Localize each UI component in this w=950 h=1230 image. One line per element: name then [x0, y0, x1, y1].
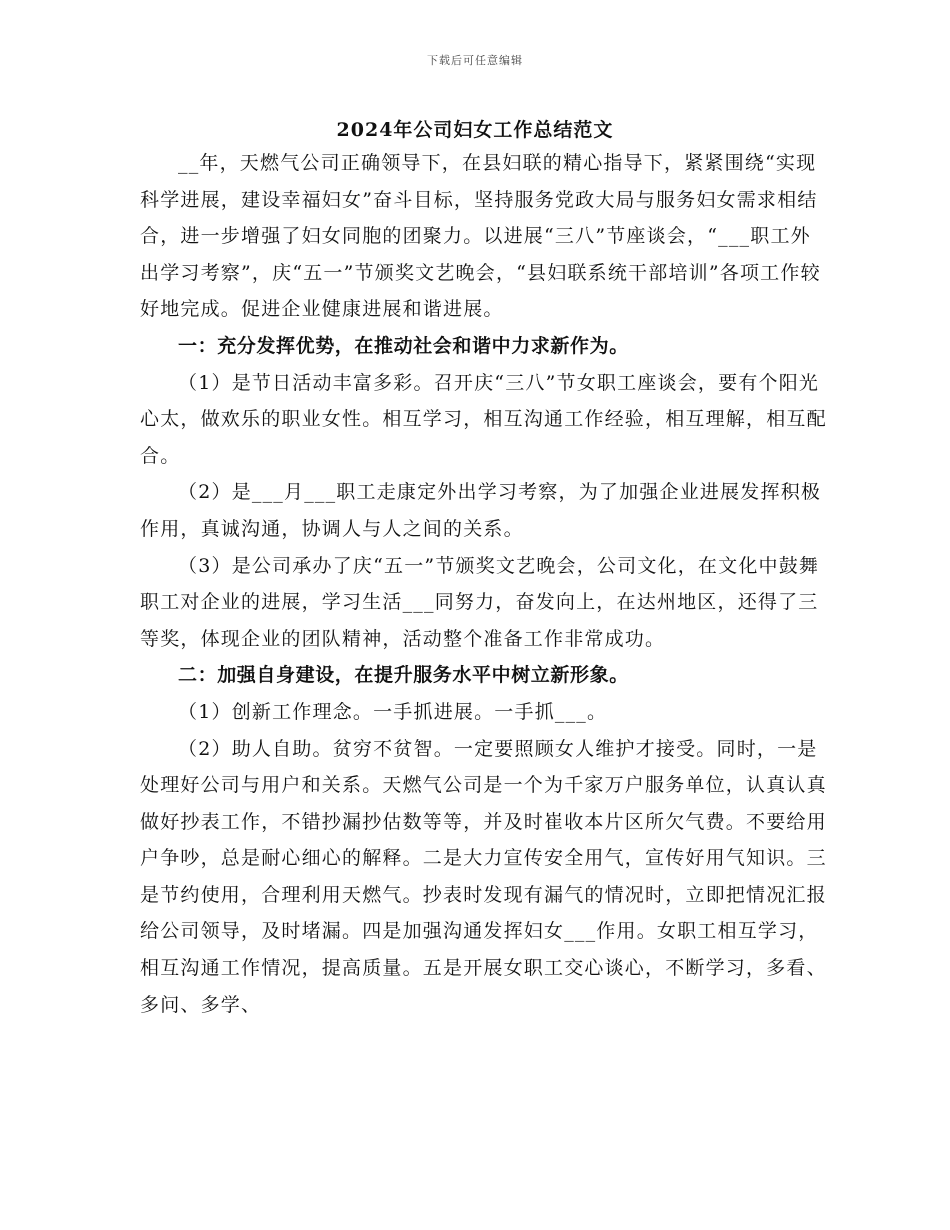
paragraph-1-2: （2）是___月___职工走康定外出学习考察，为了加强企业进展发挥积极作用，真诚沟通，协调人与人之间的关系。 [140, 481, 822, 540]
paragraph-2-1: （1）创新工作理念。一手抓进展。一手抓___。 [178, 700, 608, 723]
document-body [140, 145, 830, 1023]
page-header: 下载后可任意编辑 [427, 54, 523, 67]
section-heading-2: 二：加强自身建设，在提升服务水平中树立新形象。 [178, 664, 629, 687]
paragraph-1-3: （3）是公司承办了庆“五一”节颁奖文艺晚会，公司文化，在文化中鼓舞职工对企业的进展，学习生活___同努力，奋发向上，在达州地区，还得了三等奖，体现企业的团队精神，活动整个准备工作非常成功。 [140, 554, 820, 650]
section-heading-1: 一：充分发挥优势，在推动社会和谐中力求新作为。 [178, 334, 629, 357]
document-title: 2024年公司妇女工作总结范文 [336, 119, 614, 141]
intro-paragraph: __年，天燃气公司正确领导下，在县妇联的精心指导下，紧紧围绕“实现科学进展，建设幸福妇女”奋斗目标，坚持服务党政大局与服务妇女需求相结合，进一步增强了妇女同胞的团聚力。以进展“三八”节座谈会，“___职工外出学习考察”，庆“五一”节颁奖文艺晚会，“县妇联系统干部培训”各项工作较好地完成。促进企业健康进展和谐进展。 [140, 152, 821, 321]
paragraph-1-1: （1）是节日活动丰富多彩。召开庆“三八”节女职工座谈会，要有个阳光心太，做欢乐的职业女性。相互学习，相互沟通工作经验，相互理解，相互配合。 [140, 371, 827, 467]
paragraph-2-2: （2）助人自助。贫穷不贫智。一定要照顾女人维护才接受。同时，一是处理好公司与用户和关系。天燃气公司是一个为千家万户服务单位，认真认真做好抄表工作，不错抄漏抄估数等等，并及时崔收本片区所欠气费。不要给用户争吵，总是耐心细心的解释。二是大力宣传安全用气，宣传好用气知识。三是节约使用，合理利用天燃气。抄表时发现有漏气的情况时，立即把情况汇报给公司领导，及时堵漏。四是加强沟通发挥妇女___作用。女职工相互学习，相互沟通工作情况，提高质量。五是开展女职工交心谈心，不断学习，多看、多问、多学、 [140, 737, 827, 1016]
